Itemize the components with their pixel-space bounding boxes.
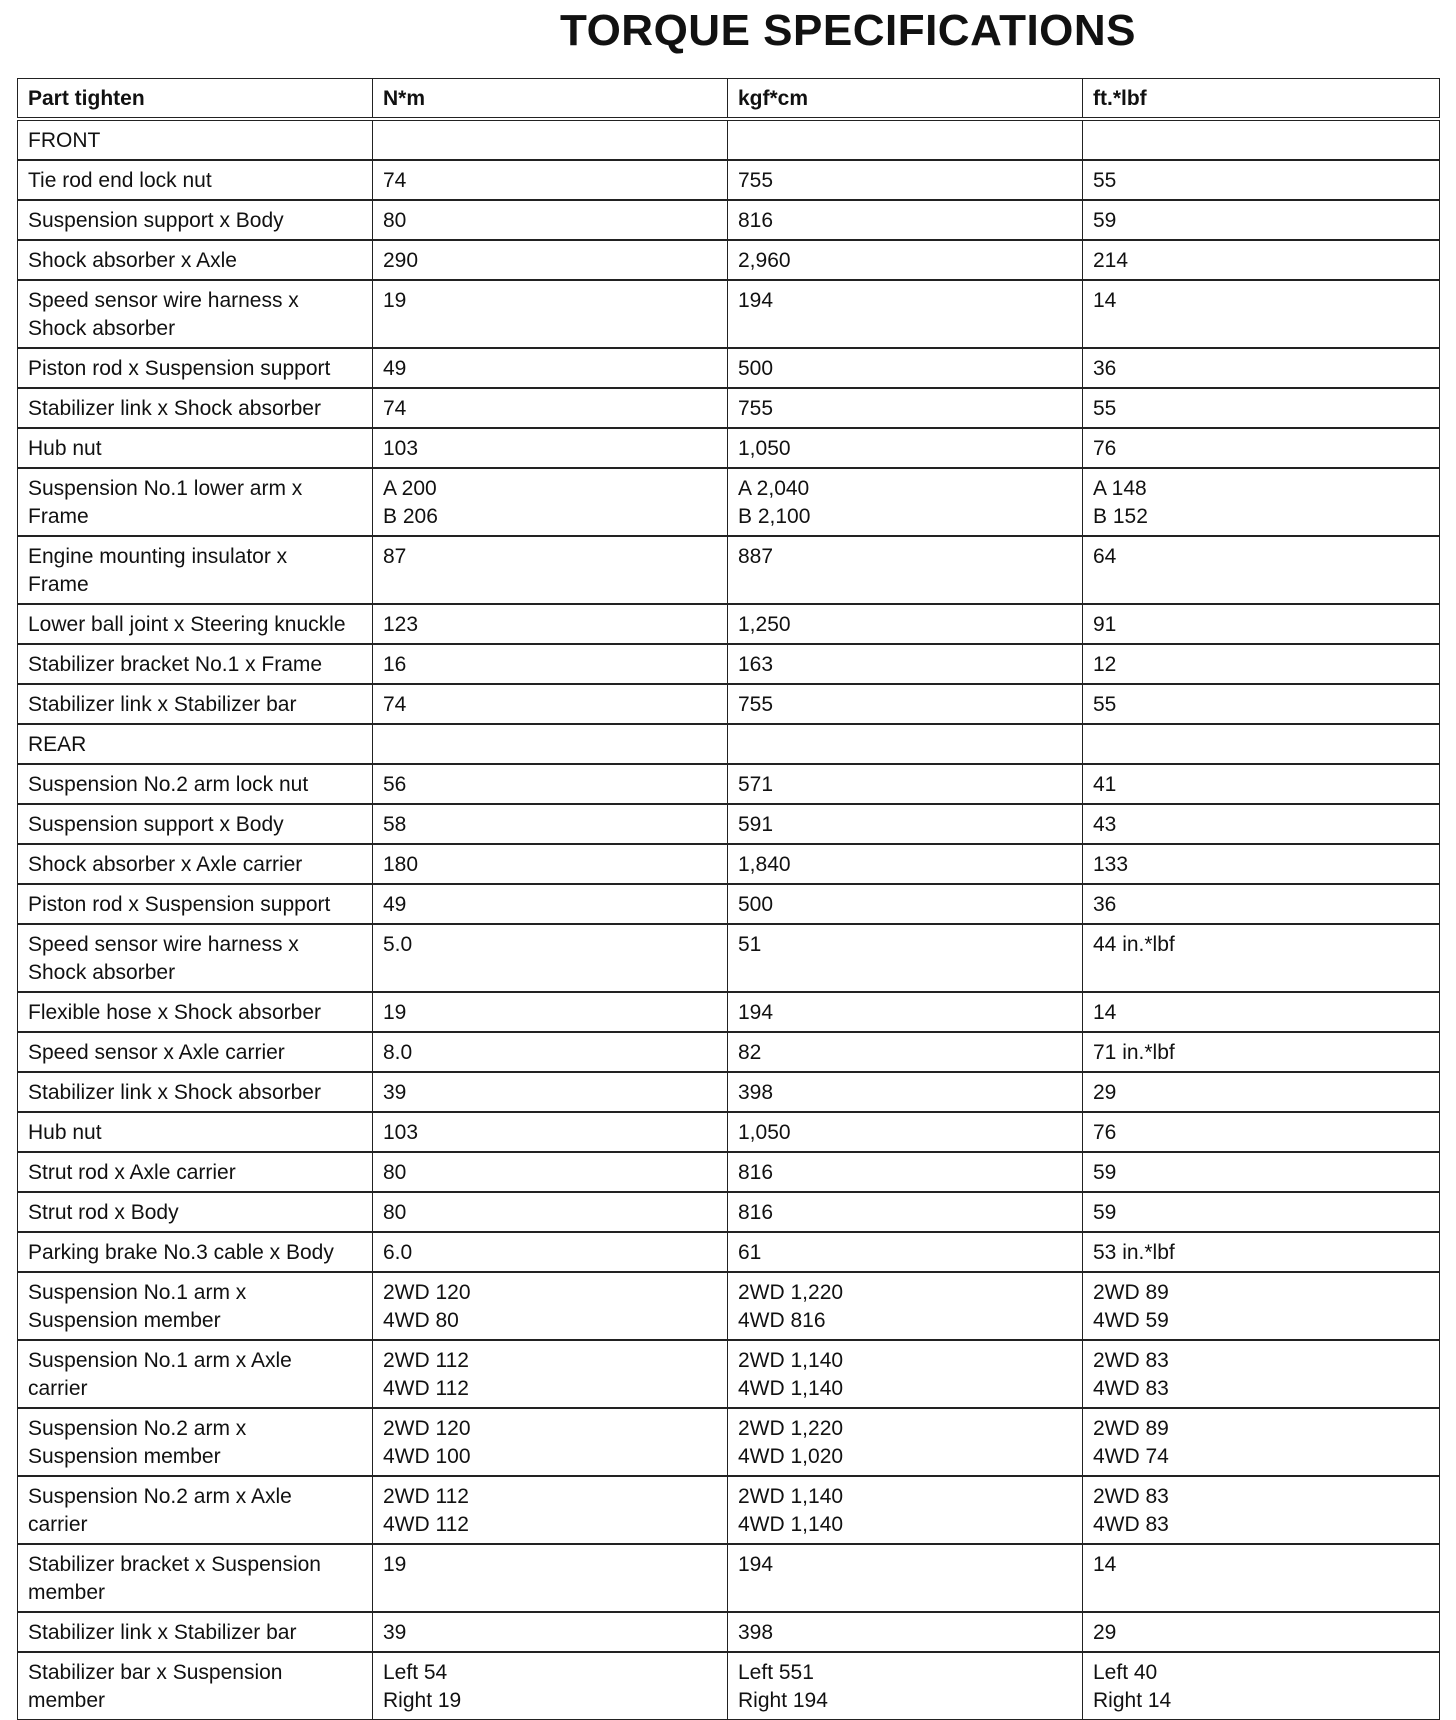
ftlbf-cell: 214 — [1083, 240, 1440, 280]
nm-cell: 39 — [373, 1612, 728, 1652]
kgfcm-cell: 163 — [728, 644, 1083, 684]
kgfcm-cell — [728, 119, 1083, 160]
header-ftlbf: ft.*lbf — [1083, 79, 1440, 120]
nm-cell: 103 — [373, 428, 728, 468]
ftlbf-cell: 76 — [1083, 1112, 1440, 1152]
ftlbf-cell: 76 — [1083, 428, 1440, 468]
ftlbf-cell: 55 — [1083, 388, 1440, 428]
table-body — [18, 119, 1440, 1720]
part-cell: Strut rod x Body — [18, 1192, 373, 1232]
part-cell: Stabilizer bar x Suspension member — [18, 1652, 373, 1720]
part-cell: Piston rod x Suspension support — [18, 884, 373, 924]
nm-cell: 49 — [373, 884, 728, 924]
kgfcm-cell: 1,050 — [728, 428, 1083, 468]
part-cell: Strut rod x Axle carrier — [18, 1152, 373, 1192]
kgfcm-cell: 816 — [728, 1152, 1083, 1192]
nm-cell: 2WD 112 4WD 112 — [373, 1476, 728, 1544]
table-row — [18, 348, 1440, 388]
table-row — [18, 644, 1440, 684]
kgfcm-cell: 571 — [728, 764, 1083, 804]
table-row — [18, 1232, 1440, 1272]
ftlbf-cell: 71 in.*lbf — [1083, 1032, 1440, 1072]
part-cell: Engine mounting insulator x Frame — [18, 536, 373, 604]
part-cell: Shock absorber x Axle carrier — [18, 844, 373, 884]
ftlbf-cell: 59 — [1083, 1192, 1440, 1232]
part-cell: Stabilizer link x Stabilizer bar — [18, 1612, 373, 1652]
part-cell: Stabilizer bracket x Suspension member — [18, 1544, 373, 1612]
part-cell: Stabilizer link x Shock absorber — [18, 388, 373, 428]
ftlbf-cell: 133 — [1083, 844, 1440, 884]
nm-cell: 123 — [373, 604, 728, 644]
table-row — [18, 160, 1440, 200]
table-row — [18, 200, 1440, 240]
ftlbf-cell: 29 — [1083, 1072, 1440, 1112]
nm-cell: 80 — [373, 200, 728, 240]
part-cell: Parking brake No.3 cable x Body — [18, 1232, 373, 1272]
part-cell: Lower ball joint x Steering knuckle — [18, 604, 373, 644]
table-row — [18, 1340, 1440, 1408]
nm-cell: 58 — [373, 804, 728, 844]
table-row — [18, 884, 1440, 924]
nm-cell: 74 — [373, 160, 728, 200]
kgfcm-cell: 82 — [728, 1032, 1083, 1072]
ftlbf-cell: Left 40 Right 14 — [1083, 1652, 1440, 1720]
kgfcm-cell: 2WD 1,140 4WD 1,140 — [728, 1476, 1083, 1544]
table-row — [18, 1192, 1440, 1232]
nm-cell: 19 — [373, 992, 728, 1032]
nm-cell: 16 — [373, 644, 728, 684]
part-cell: Shock absorber x Axle — [18, 240, 373, 280]
nm-cell: 74 — [373, 684, 728, 724]
nm-cell: 19 — [373, 1544, 728, 1612]
table-row — [18, 1152, 1440, 1192]
kgfcm-cell: 2WD 1,220 4WD 1,020 — [728, 1408, 1083, 1476]
kgfcm-cell: 398 — [728, 1072, 1083, 1112]
kgfcm-cell: 755 — [728, 160, 1083, 200]
kgfcm-cell: 1,250 — [728, 604, 1083, 644]
header-kgfcm: kgf*cm — [728, 79, 1083, 120]
kgfcm-cell: 500 — [728, 884, 1083, 924]
table-row — [18, 764, 1440, 804]
ftlbf-cell: 53 in.*lbf — [1083, 1232, 1440, 1272]
ftlbf-cell: 29 — [1083, 1612, 1440, 1652]
nm-cell: 103 — [373, 1112, 728, 1152]
kgfcm-cell: 194 — [728, 992, 1083, 1032]
ftlbf-cell: 36 — [1083, 884, 1440, 924]
nm-cell — [373, 724, 728, 764]
ftlbf-cell: 2WD 89 4WD 59 — [1083, 1272, 1440, 1340]
header-nm: N*m — [373, 79, 728, 120]
ftlbf-cell: 12 — [1083, 644, 1440, 684]
nm-cell: 80 — [373, 1152, 728, 1192]
kgfcm-cell: Left 551 Right 194 — [728, 1652, 1083, 1720]
part-cell: Stabilizer link x Shock absorber — [18, 1072, 373, 1112]
part-cell: Speed sensor wire harness x Shock absorber — [18, 924, 373, 992]
nm-cell: 5.0 — [373, 924, 728, 992]
part-cell: Suspension No.2 arm x Axle carrier — [18, 1476, 373, 1544]
kgfcm-cell: 194 — [728, 1544, 1083, 1612]
ftlbf-cell: 64 — [1083, 536, 1440, 604]
part-cell: REAR — [18, 724, 373, 764]
ftlbf-cell: 14 — [1083, 280, 1440, 348]
part-cell: Hub nut — [18, 1112, 373, 1152]
header-part: Part tighten — [18, 79, 373, 120]
kgfcm-cell: 816 — [728, 1192, 1083, 1232]
ftlbf-cell: 2WD 83 4WD 83 — [1083, 1476, 1440, 1544]
table-row — [18, 428, 1440, 468]
table-row — [18, 1072, 1440, 1112]
table-row — [18, 280, 1440, 348]
kgfcm-cell: 1,840 — [728, 844, 1083, 884]
kgfcm-cell — [728, 724, 1083, 764]
table-row — [18, 1544, 1440, 1612]
torque-spec-table — [17, 78, 1440, 1720]
nm-cell: 2WD 120 4WD 80 — [373, 1272, 728, 1340]
ftlbf-cell: 2WD 89 4WD 74 — [1083, 1408, 1440, 1476]
part-cell: Suspension No.2 arm lock nut — [18, 764, 373, 804]
ftlbf-cell: 14 — [1083, 1544, 1440, 1612]
part-cell: Hub nut — [18, 428, 373, 468]
nm-cell: 290 — [373, 240, 728, 280]
nm-cell: 6.0 — [373, 1232, 728, 1272]
part-cell: Stabilizer bracket No.1 x Frame — [18, 644, 373, 684]
nm-cell: 180 — [373, 844, 728, 884]
kgfcm-cell: A 2,040 B 2,100 — [728, 468, 1083, 536]
part-cell: FRONT — [18, 119, 373, 160]
nm-cell: 80 — [373, 1192, 728, 1232]
table-row — [18, 804, 1440, 844]
kgfcm-cell: 194 — [728, 280, 1083, 348]
table-row — [18, 1112, 1440, 1152]
part-cell: Flexible hose x Shock absorber — [18, 992, 373, 1032]
kgfcm-cell: 1,050 — [728, 1112, 1083, 1152]
nm-cell: 39 — [373, 1072, 728, 1112]
part-cell: Tie rod end lock nut — [18, 160, 373, 200]
ftlbf-cell: 36 — [1083, 348, 1440, 388]
table-row — [18, 924, 1440, 992]
kgfcm-cell: 2,960 — [728, 240, 1083, 280]
table-row — [18, 604, 1440, 644]
nm-cell — [373, 119, 728, 160]
part-cell: Stabilizer link x Stabilizer bar — [18, 684, 373, 724]
ftlbf-cell: 55 — [1083, 684, 1440, 724]
page-title: TORQUE SPECIFICATIONS — [560, 6, 1137, 55]
part-cell: Suspension No.1 arm x Axle carrier — [18, 1340, 373, 1408]
nm-cell: Left 54 Right 19 — [373, 1652, 728, 1720]
ftlbf-cell: 55 — [1083, 160, 1440, 200]
kgfcm-cell: 2WD 1,220 4WD 816 — [728, 1272, 1083, 1340]
kgfcm-cell: 61 — [728, 1232, 1083, 1272]
ftlbf-cell: 2WD 83 4WD 83 — [1083, 1340, 1440, 1408]
part-cell: Suspension support x Body — [18, 804, 373, 844]
kgfcm-cell: 500 — [728, 348, 1083, 388]
nm-cell: 87 — [373, 536, 728, 604]
part-cell: Suspension No.1 lower arm x Frame — [18, 468, 373, 536]
ftlbf-cell: 14 — [1083, 992, 1440, 1032]
nm-cell: 2WD 112 4WD 112 — [373, 1340, 728, 1408]
kgfcm-cell: 887 — [728, 536, 1083, 604]
ftlbf-cell: 91 — [1083, 604, 1440, 644]
nm-cell: 56 — [373, 764, 728, 804]
kgfcm-cell: 591 — [728, 804, 1083, 844]
ftlbf-cell: 41 — [1083, 764, 1440, 804]
nm-cell: 74 — [373, 388, 728, 428]
table-row — [18, 1476, 1440, 1544]
part-cell: Piston rod x Suspension support — [18, 348, 373, 388]
ftlbf-cell: 59 — [1083, 1152, 1440, 1192]
ftlbf-cell: 43 — [1083, 804, 1440, 844]
nm-cell: 2WD 120 4WD 100 — [373, 1408, 728, 1476]
kgfcm-cell: 755 — [728, 684, 1083, 724]
table-row — [18, 1032, 1440, 1072]
table-header-row — [18, 79, 1440, 120]
kgfcm-cell: 816 — [728, 200, 1083, 240]
kgfcm-cell: 2WD 1,140 4WD 1,140 — [728, 1340, 1083, 1408]
table-row — [18, 992, 1440, 1032]
kgfcm-cell: 51 — [728, 924, 1083, 992]
ftlbf-cell: A 148 B 152 — [1083, 468, 1440, 536]
nm-cell: 8.0 — [373, 1032, 728, 1072]
kgfcm-cell: 755 — [728, 388, 1083, 428]
part-cell: Suspension No.2 arm x Suspension member — [18, 1408, 373, 1476]
part-cell: Suspension support x Body — [18, 200, 373, 240]
table-row — [18, 240, 1440, 280]
ftlbf-cell — [1083, 119, 1440, 160]
part-cell: Suspension No.1 arm x Suspension member — [18, 1272, 373, 1340]
section-row — [18, 119, 1440, 160]
table-row — [18, 388, 1440, 428]
table-row — [18, 536, 1440, 604]
nm-cell: 49 — [373, 348, 728, 388]
table-row — [18, 1272, 1440, 1340]
table-row — [18, 1408, 1440, 1476]
ftlbf-cell: 59 — [1083, 200, 1440, 240]
nm-cell: A 200 B 206 — [373, 468, 728, 536]
nm-cell: 19 — [373, 280, 728, 348]
ftlbf-cell — [1083, 724, 1440, 764]
table-row — [18, 468, 1440, 536]
ftlbf-cell: 44 in.*lbf — [1083, 924, 1440, 992]
kgfcm-cell: 398 — [728, 1612, 1083, 1652]
section-row — [18, 724, 1440, 764]
table-row — [18, 844, 1440, 884]
table-row — [18, 684, 1440, 724]
part-cell: Speed sensor x Axle carrier — [18, 1032, 373, 1072]
part-cell: Speed sensor wire harness x Shock absorber — [18, 280, 373, 348]
table-row — [18, 1612, 1440, 1652]
